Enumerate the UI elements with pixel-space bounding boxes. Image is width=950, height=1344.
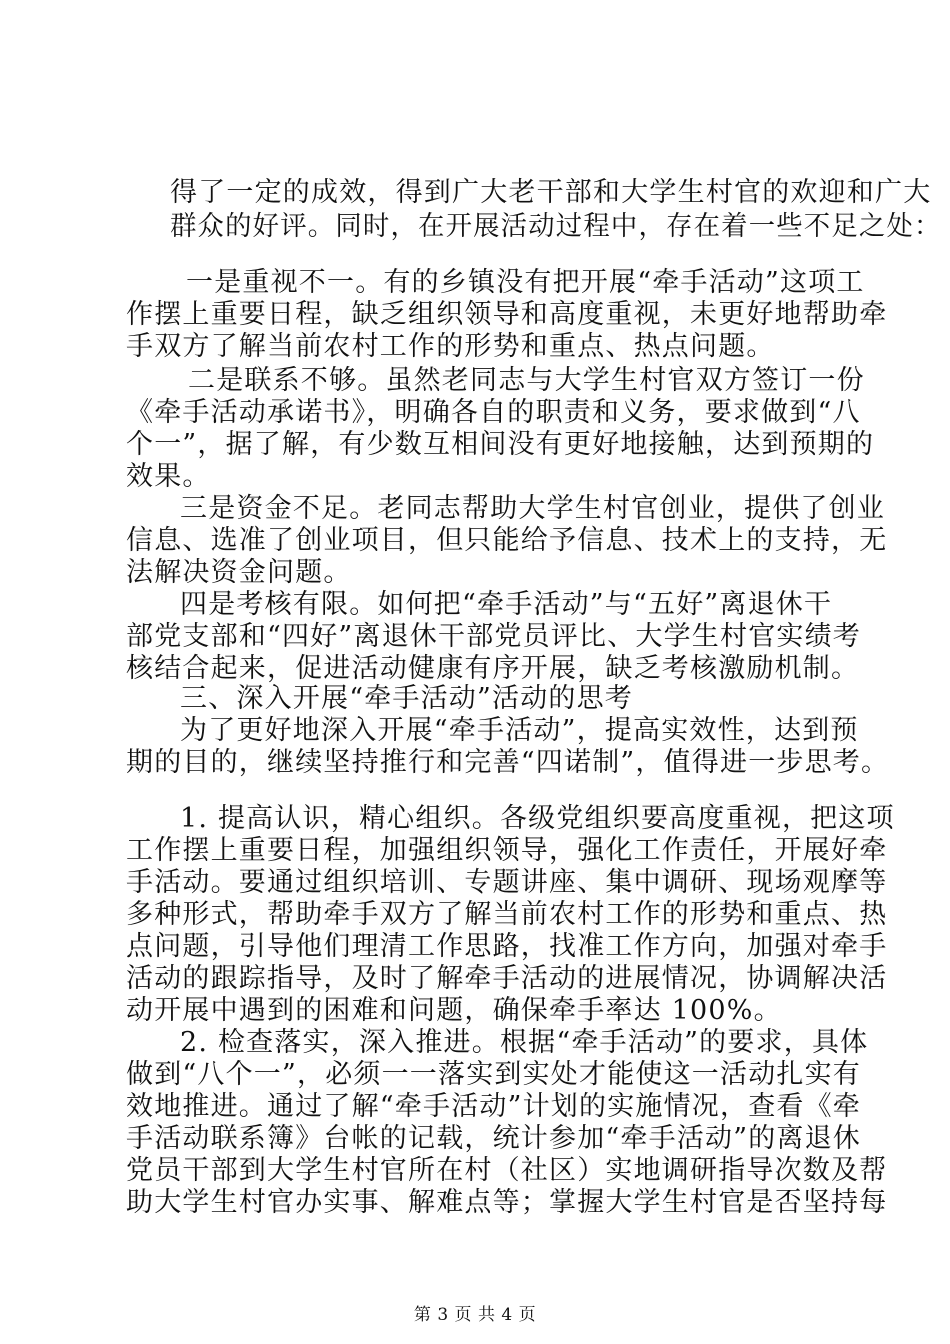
body-text-line: 得了一定的成效，得到广大老干部和大学生村官的欢迎和广大 <box>170 177 932 208</box>
body-text-line: 四是考核有限。如何把“牵手活动”与“五好”离退休干 <box>180 589 833 620</box>
body-text-line: 多种形式，帮助牵手双方了解当前农村工作的形势和重点、热 <box>126 899 888 930</box>
body-text-line: 个一”，据了解，有少数互相间没有更好地接触，达到预期的 <box>126 429 875 460</box>
body-text-line: 手活动联系簿》台帐的记载，统计参加“牵手活动”的离退休 <box>126 1123 862 1154</box>
body-text-line: 2. 检查落实，深入推进。根据“牵手活动”的要求，具体 <box>180 1027 869 1058</box>
body-text-line: 《牵手活动承诺书》，明确各自的职责和义务，要求做到“八 <box>126 397 861 428</box>
body-text-line: 三是资金不足。老同志帮助大学生村官创业，提供了创业 <box>180 493 885 524</box>
body-text-line: 做到“八个一”，必须一一落实到实处才能使这一活动扎实有 <box>126 1059 862 1090</box>
body-text-line: 效果。 <box>126 461 211 492</box>
body-text-line: 部党支部和“四好”离退休干部党员评比、大学生村官实绩考 <box>126 621 862 652</box>
body-text-line: 信息、选准了创业项目，但只能给予信息、技术上的支持，无 <box>126 525 888 556</box>
body-text-line: 手活动。要通过组织培训、专题讲座、集中调研、现场观摩等 <box>126 867 888 898</box>
body-text-line: 1. 提高认识，精心组织。各级党组织要高度重视，把这项 <box>180 803 895 834</box>
body-text-line: 效地推进。通过了解“牵手活动”计划的实施情况，查看《牵 <box>126 1091 862 1122</box>
body-text-line: 核结合起来，促进活动健康有序开展，缺乏考核激励机制。 <box>126 653 860 684</box>
section-heading: 三、深入开展“牵手活动”活动的思考 <box>180 683 634 714</box>
body-text-line: 期的目的，继续坚持推行和完善“四诺制”，值得进一步思考。 <box>126 747 890 778</box>
page-footer: 第 3 页 共 4 页 <box>413 1305 537 1325</box>
body-text-line: 二是联系不够。虽然老同志与大学生村官双方签订一份 <box>188 365 865 396</box>
body-text-line: 动开展中遇到的困难和问题，确保牵手率达 100%。 <box>126 995 782 1026</box>
body-text-line: 党员干部到大学生村官所在村（社区）实地调研指导次数及帮 <box>126 1155 888 1186</box>
body-text-line: 一是重视不一。有的乡镇没有把开展“牵手活动”这项工 <box>186 267 865 298</box>
body-text-line: 作摆上重要日程，缺乏组织领导和高度重视，未更好地帮助牵 <box>126 299 888 330</box>
body-text-line: 活动的跟踪指导，及时了解牵手活动的进展情况，协调解决活 <box>126 963 888 994</box>
body-text-line: 群众的好评。同时，在开展活动过程中，存在着一些不足之处： <box>170 211 942 242</box>
body-text-line: 为了更好地深入开展“牵手活动”，提高实效性，达到预 <box>180 715 859 746</box>
body-text-line: 工作摆上重要日程，加强组织领导，强化工作责任，开展好牵 <box>126 835 888 866</box>
body-text-line: 法解决资金问题。 <box>126 557 352 588</box>
body-text-line: 点问题，引导他们理清工作思路，找准工作方向，加强对牵手 <box>126 931 888 962</box>
body-text-line: 助大学生村官办实事、解难点等；掌握大学生村官是否坚持每 <box>126 1187 888 1218</box>
body-text-line: 手双方了解当前农村工作的形势和重点、热点问题。 <box>126 331 775 362</box>
